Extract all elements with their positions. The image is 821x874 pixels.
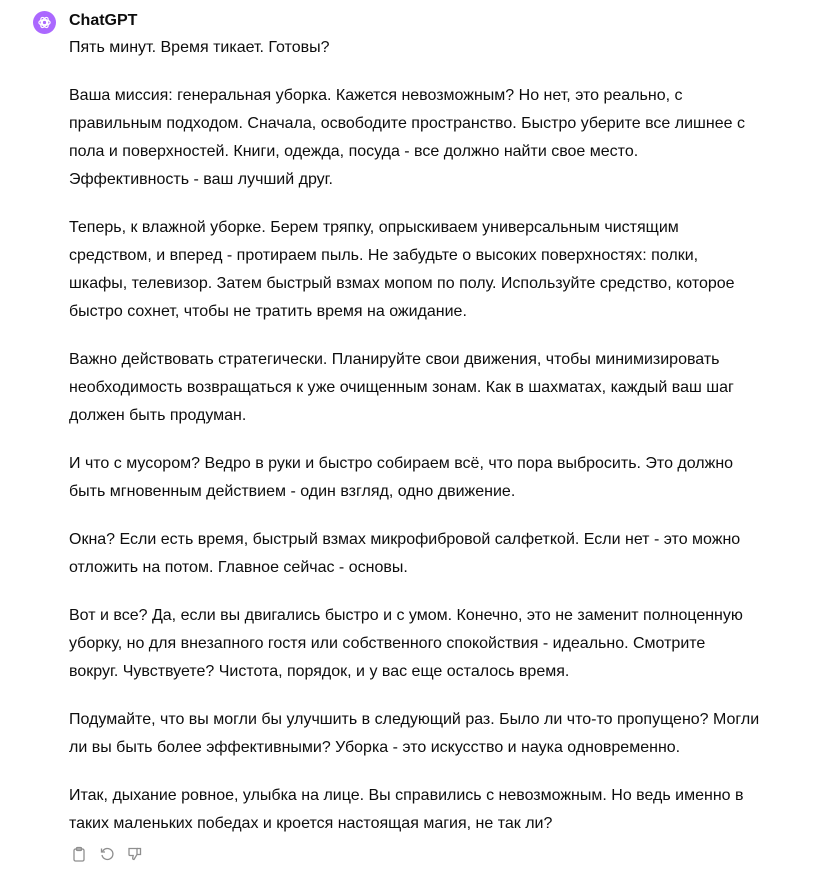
paragraph-line: правильным подходом. Сначала, освободите пространство. Быстро уберите все лишнее с — [69, 115, 745, 132]
copy-icon[interactable] — [69, 844, 89, 864]
paragraph-line: Итак, дыхание ровное, улыбка на лице. Вы справились с невозможным. Но ведь именно в — [69, 787, 744, 804]
thumbs-down-icon[interactable] — [125, 844, 145, 864]
paragraph-line: таких маленьких победах и кроется настоящая магия, не так ли? — [69, 815, 553, 832]
paragraph-line: И что с мусором? Ведро в руки и быстро собираем всё, что пора выбросить. Это должно — [69, 455, 734, 472]
message-content — [69, 34, 789, 858]
paragraph-line: шкафы, телевизор. Затем быстрый взмах мопом по полу. Используйте средство, которое — [69, 275, 735, 292]
message-paragraph — [69, 450, 789, 506]
chatgpt-avatar — [33, 11, 56, 34]
paragraph-line: должен быть продуман. — [69, 407, 247, 424]
paragraph-line: Ваша миссия: генеральная уборка. Кажется невозможным? Но нет, это реально, с — [69, 87, 683, 104]
paragraph-line: Окна? Если есть время, быстрый взмах микрофибровой салфеткой. Если нет - это можно — [69, 531, 741, 548]
paragraph-line: Вот и все? Да, если вы двигались быстро и с умом. Конечно, это не заменит полноценную — [69, 607, 743, 624]
paragraph-line: Пять минут. Время тикает. Готовы? — [69, 39, 330, 56]
message-paragraph — [69, 602, 789, 686]
paragraph-line: Подумайте, что вы могли бы улучшить в следующий раз. Было ли что-то пропущено? Могли — [69, 711, 760, 728]
paragraph-line: Эффективность - ваш лучший друг. — [69, 171, 333, 188]
paragraph-line: быть мгновенным действием - один взгляд, одно движение. — [69, 483, 516, 500]
message-paragraph — [69, 34, 789, 62]
openai-logo-icon — [37, 15, 52, 30]
paragraph-line: вокруг. Чувствуете? Чистота, порядок, и у вас еще осталось время. — [69, 663, 570, 680]
paragraph-line: отложить на потом. Главное сейчас - основы. — [69, 559, 408, 576]
paragraph-line: Теперь, к влажной уборке. Берем тряпку, опрыскиваем универсальным чистящим — [69, 219, 679, 236]
paragraph-line: средством, и вперед - протираем пыль. Не забудьте о высоких поверхностях: полки, — [69, 247, 699, 264]
message-paragraph — [69, 706, 789, 762]
paragraph-line: уборку, но для внезапного гостя или собственного спокойствия - идеально. Смотрите — [69, 635, 706, 652]
regenerate-icon[interactable] — [97, 844, 117, 864]
message-author: ChatGPT — [69, 12, 138, 29]
message-paragraph — [69, 214, 789, 326]
message-paragraph — [69, 782, 789, 838]
paragraph-line: ли вы быть более эффективными? Уборка - это искусство и наука одновременно. — [69, 739, 681, 756]
message-actions — [69, 844, 145, 864]
message-paragraph — [69, 346, 789, 430]
paragraph-line: Важно действовать стратегически. Планируйте свои движения, чтобы минимизировать — [69, 351, 720, 368]
message-paragraph — [69, 82, 789, 194]
paragraph-line: необходимость возвращаться к уже очищенным зонам. Как в шахматах, каждый ваш шаг — [69, 379, 734, 396]
paragraph-line: быстро сохнет, чтобы не тратить время на ожидание. — [69, 303, 467, 320]
message-paragraph — [69, 526, 789, 582]
paragraph-line: пола и поверхностей. Книги, одежда, посуда - все должно найти свое место. — [69, 143, 639, 160]
